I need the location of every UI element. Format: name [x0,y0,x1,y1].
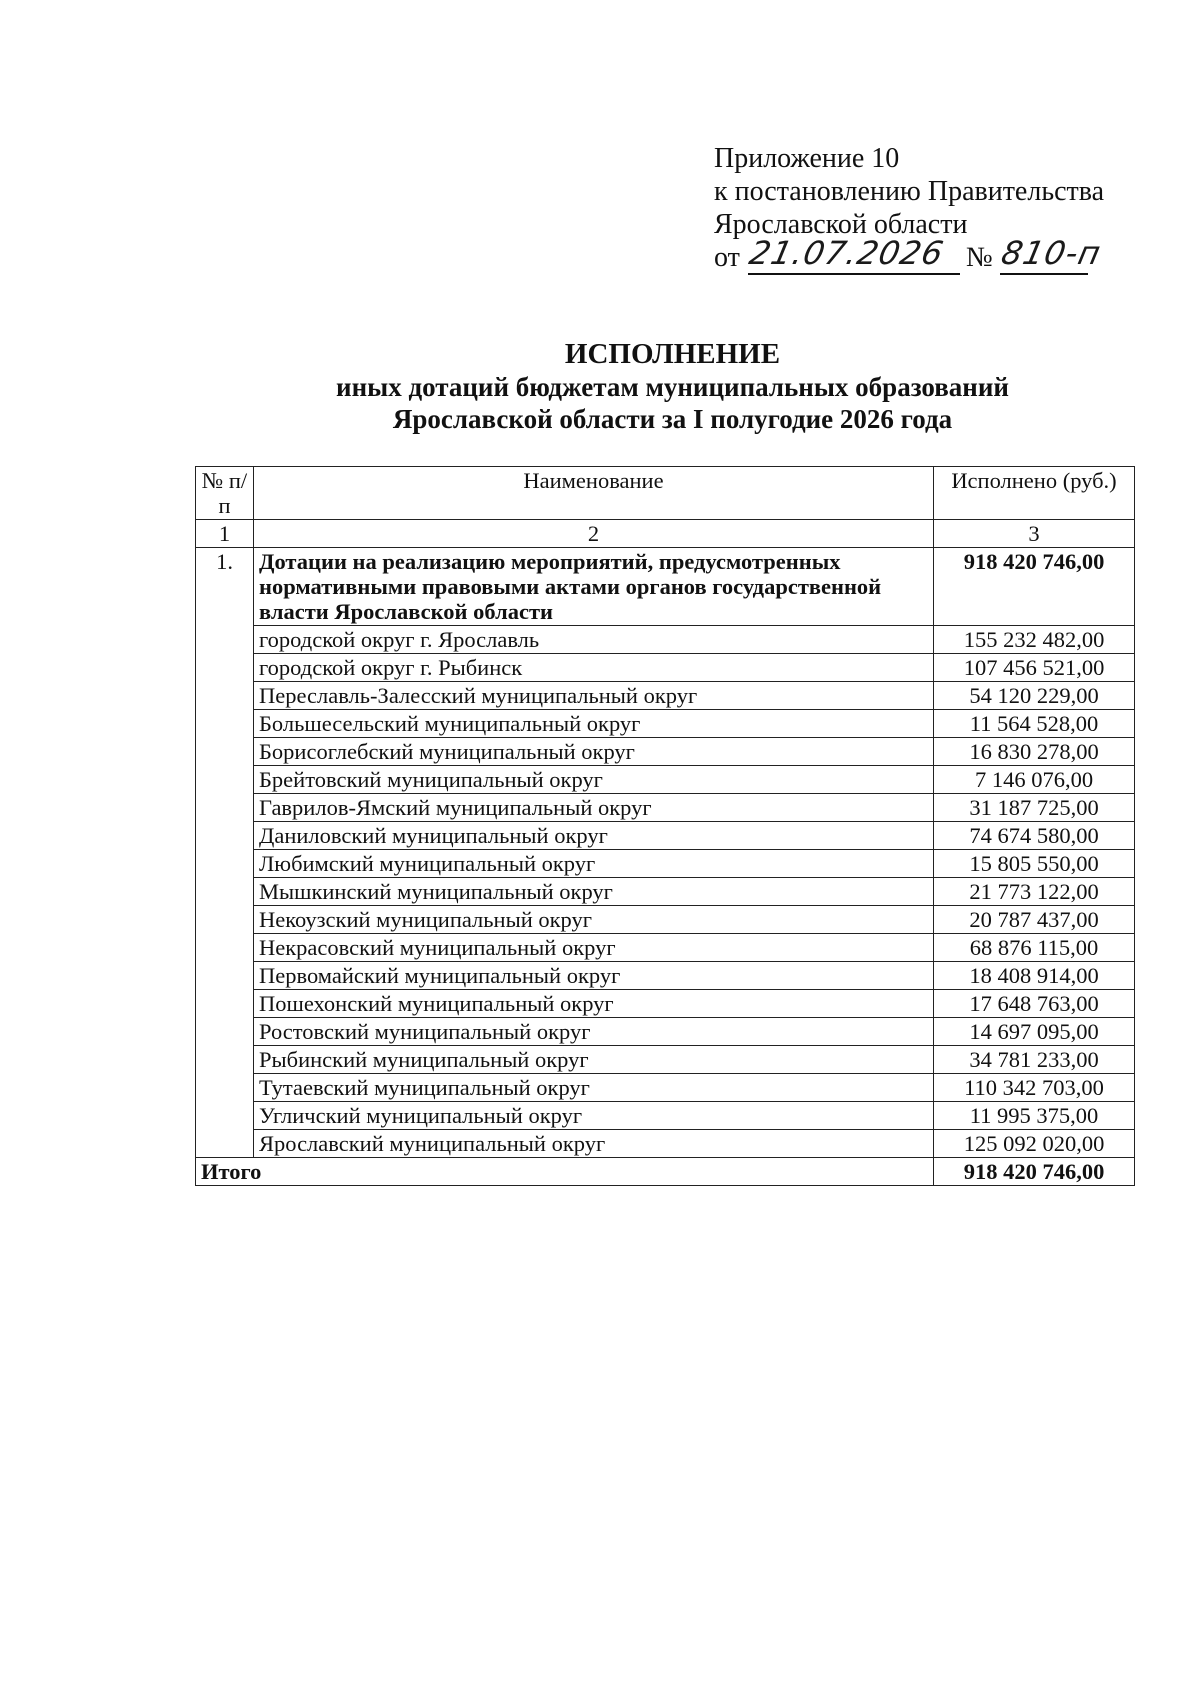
table-row [196,738,1135,766]
section-row [196,548,1135,626]
table-row [196,990,1135,1018]
col-number-2: 2 [254,520,934,548]
municipality-amount: 54 120 229,00 [934,682,1135,710]
table-row [196,1102,1135,1130]
table-row [196,1130,1135,1158]
municipality-name: Переславль-Залесский муниципальный округ [254,682,934,710]
document-subtitle-2: Ярославской области за I полугодие 2026 года [392,404,953,434]
municipality-name: Тутаевский муниципальный округ [254,1074,934,1102]
municipality-name: Ярославский муниципальный округ [254,1130,934,1158]
municipality-name: Борисоглебский муниципальный округ [254,738,934,766]
handwritten-number: 810-п [998,234,1105,272]
section-name: Дотации на реализацию мероприятий, предусмотренных нормативными правовыми актами органов государственной власти Ярославской области [254,548,934,626]
municipality-name: Брейтовский муниципальный округ [254,766,934,794]
table-row [196,654,1135,682]
table-row [196,626,1135,654]
col-number-1: 1 [196,520,254,548]
header-num: № п/п [196,467,254,520]
municipality-name: Некоузский муниципальный округ [254,906,934,934]
municipality-amount: 11 564 528,00 [934,710,1135,738]
municipality-amount: 14 697 095,00 [934,1018,1135,1046]
municipality-amount: 74 674 580,00 [934,822,1135,850]
municipality-name: Пошехонский муниципальный округ [254,990,934,1018]
total-label: Итого [196,1158,934,1186]
date-prefix: от [714,242,740,273]
municipality-amount: 17 648 763,00 [934,990,1135,1018]
municipality-name: Ростовский муниципальный округ [254,1018,934,1046]
municipality-amount: 21 773 122,00 [934,878,1135,906]
table-row [196,822,1135,850]
municipality-name: Угличский муниципальный округ [254,1102,934,1130]
municipality-name: Даниловский муниципальный округ [254,822,934,850]
municipality-amount: 110 342 703,00 [934,1074,1135,1102]
table-row [196,682,1135,710]
number-prefix: № [966,242,993,273]
header-name: Наименование [254,467,934,520]
table-row [196,794,1135,822]
col-number-3: 3 [934,520,1135,548]
municipality-name: Гаврилов-Ямский муниципальный округ [254,794,934,822]
municipality-name: Любимский муниципальный округ [254,850,934,878]
municipality-amount: 16 830 278,00 [934,738,1135,766]
table-row [196,934,1135,962]
municipality-amount: 20 787 437,00 [934,906,1135,934]
municipality-name: городской округ г. Рыбинск [254,654,934,682]
document-subtitle-1: иных дотаций бюджетам муниципальных образований [336,372,1009,402]
header-amount: Исполнено (руб.) [934,467,1135,520]
date-underline [748,273,960,275]
municipality-amount: 34 781 233,00 [934,1046,1135,1074]
table-row [196,906,1135,934]
document-title: ИСПОЛНЕНИЕ [564,338,781,370]
table-row [196,962,1135,990]
table-row [196,1074,1135,1102]
table-row [196,710,1135,738]
section-num: 1. [196,548,254,1158]
table-row [196,1018,1135,1046]
municipality-amount: 15 805 550,00 [934,850,1135,878]
municipality-amount: 155 232 482,00 [934,626,1135,654]
appendix-block [714,142,1144,277]
municipality-amount: 107 456 521,00 [934,654,1135,682]
municipality-name: Первомайский муниципальный округ [254,962,934,990]
table-row [196,766,1135,794]
municipality-amount: 7 146 076,00 [934,766,1135,794]
handwritten-date: 21.07.2026 [746,234,948,272]
municipality-amount: 31 187 725,00 [934,794,1135,822]
municipality-name: Большесельский муниципальный округ [254,710,934,738]
appendix-date-number-row [714,234,1144,277]
appendix-line-2: к постановлению Правительства [714,176,1105,207]
appendix-line-1: Приложение 10 [714,143,900,174]
budget-table [195,466,1135,1186]
table-row [196,878,1135,906]
municipality-amount: 68 876 115,00 [934,934,1135,962]
number-underline [1000,273,1088,275]
section-amount: 918 420 746,00 [934,548,1135,626]
municipality-name: Мышкинский муниципальный округ [254,878,934,906]
appendix-line-3: Ярославской области [714,209,968,240]
table-row [196,1046,1135,1074]
total-row [196,1158,1135,1186]
table-row [196,850,1135,878]
municipality-name: Некрасовский муниципальный округ [254,934,934,962]
total-amount: 918 420 746,00 [934,1158,1135,1186]
column-number-row [196,520,1135,548]
municipality-amount: 18 408 914,00 [934,962,1135,990]
municipality-amount: 11 995 375,00 [934,1102,1135,1130]
municipality-amount: 125 092 020,00 [934,1130,1135,1158]
table-header-row [196,467,1135,520]
municipality-name: городской округ г. Ярославль [254,626,934,654]
municipality-name: Рыбинский муниципальный округ [254,1046,934,1074]
